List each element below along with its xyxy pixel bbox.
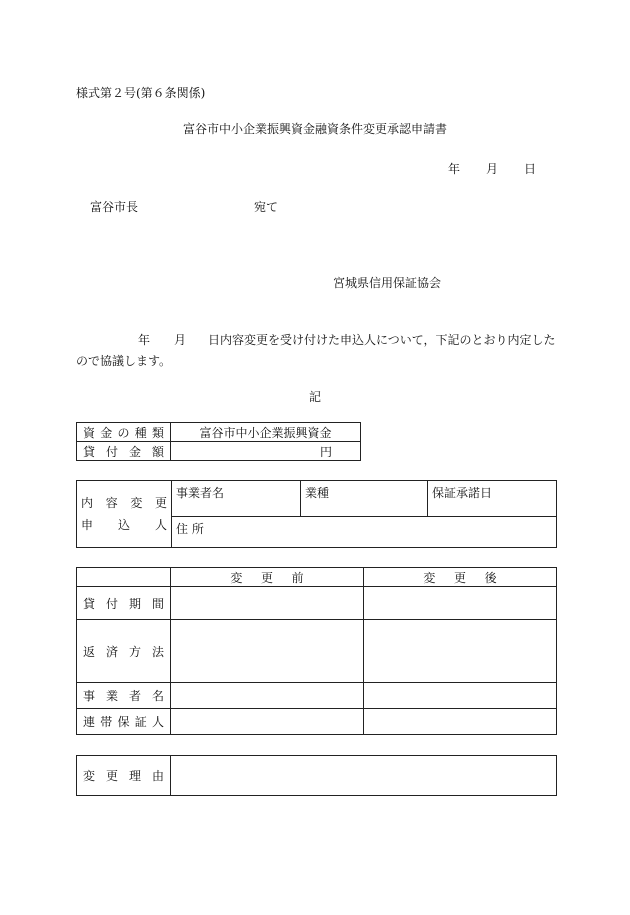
business-name-label: 事業者名 [176, 486, 225, 500]
industry-label: 業種 [305, 486, 330, 500]
label-char: 金 [100, 425, 113, 440]
label-char: 人 [154, 518, 167, 532]
after-joint-guarantor [364, 709, 557, 735]
after-header [364, 568, 557, 587]
label-char: 返 [83, 644, 96, 659]
label-char: 変 [130, 496, 143, 510]
reason-table [76, 755, 557, 796]
label-char: 由 [151, 769, 164, 783]
label-char: 変 [83, 769, 96, 783]
guarantee-date-cell [428, 481, 557, 517]
label-char: 更 [105, 769, 118, 783]
row-label-loan-period [77, 587, 171, 620]
label-char: 額 [151, 444, 164, 459]
row-label-joint-guarantor [77, 709, 171, 735]
label-char: 変 [423, 570, 436, 585]
label-char: 期 [128, 596, 141, 611]
label-char: 間 [151, 596, 164, 611]
label-char: 更 [260, 570, 273, 585]
label-char: 帯 [100, 715, 113, 729]
fund-type-value: 富谷市中小企業振興資金 [171, 423, 361, 442]
loan-amount-unit: 円 [171, 442, 361, 461]
label-char: 者 [128, 689, 141, 703]
form-number: 様式第２号(第６条関係) [76, 86, 206, 100]
loan-amount-label [77, 442, 171, 461]
fund-type-label [77, 423, 171, 442]
change-reason-label [77, 756, 171, 796]
document-title: 富谷市中小企業振興資金融資条件変更承認申請書 [182, 122, 447, 136]
label-char: 前 [291, 570, 304, 585]
address-cell [172, 517, 557, 548]
before-repayment-method [171, 620, 364, 683]
addressee [90, 198, 279, 215]
date-month: 月 [486, 162, 499, 176]
label-char: 理 [128, 769, 141, 783]
industry-cell [301, 481, 428, 517]
label-char: 貸 [83, 596, 96, 611]
label-char: 保 [117, 715, 130, 729]
label-char: 容 [105, 496, 118, 510]
body-text: 日内容変更を受け付けた申込人について，下記のとおり内定したので協議します。 [76, 333, 556, 368]
business-name-cell [172, 481, 301, 517]
before-header [171, 568, 364, 587]
label-char: 更 [154, 496, 167, 510]
label-char: 資 [83, 425, 96, 440]
label-char: 貸 [83, 444, 96, 459]
issuer-name: 宮城県信用保証協会 [333, 276, 442, 290]
label-char: 後 [484, 570, 497, 585]
label-char: 更 [453, 570, 466, 585]
date-year: 年 [448, 162, 461, 176]
label-char: 込 [117, 518, 130, 532]
applicant-table [76, 480, 557, 548]
label-char: 金 [128, 444, 141, 459]
applicant-label [77, 481, 172, 548]
label-char: 類 [151, 425, 164, 440]
label-char: 業 [105, 689, 118, 703]
row-label-business-name [77, 683, 171, 709]
guarantee-date-label: 保証承諾日 [432, 486, 493, 500]
label-char: 人 [151, 715, 164, 729]
after-business-name [364, 683, 557, 709]
before-loan-period [171, 587, 364, 620]
label-char: の [117, 425, 130, 440]
label-char: 事 [83, 689, 96, 703]
label-char: 証 [134, 715, 147, 729]
label-char: 申 [81, 518, 94, 532]
label-char: 変 [230, 570, 243, 585]
after-loan-period [364, 587, 557, 620]
address-label: 住 所 [176, 522, 204, 536]
label-char: 済 [105, 644, 118, 659]
body-paragraph [76, 330, 556, 372]
body-month: 月 [174, 333, 187, 347]
before-joint-guarantor [171, 709, 364, 735]
change-header-blank [77, 568, 171, 587]
label-char: 内 [81, 496, 94, 510]
after-repayment-method [364, 620, 557, 683]
label-char: 方 [128, 644, 141, 659]
label-char: 付 [105, 596, 118, 611]
date-line [448, 160, 536, 177]
row-label-repayment-method [77, 620, 171, 683]
fund-table [76, 422, 361, 461]
before-business-name [171, 683, 364, 709]
change-table [76, 567, 557, 735]
addressee-suffix: 宛て [254, 200, 279, 214]
heading-ki: 記 [308, 390, 321, 404]
date-day: 日 [524, 162, 537, 176]
addressee-name: 富谷市長 [90, 200, 139, 214]
label-char: 種 [134, 425, 147, 440]
label-char: 付 [105, 444, 118, 459]
label-char: 法 [151, 644, 164, 659]
change-reason-value [171, 756, 557, 796]
label-char: 連 [83, 715, 96, 729]
label-char: 名 [151, 689, 164, 703]
body-year: 年 [138, 333, 151, 347]
